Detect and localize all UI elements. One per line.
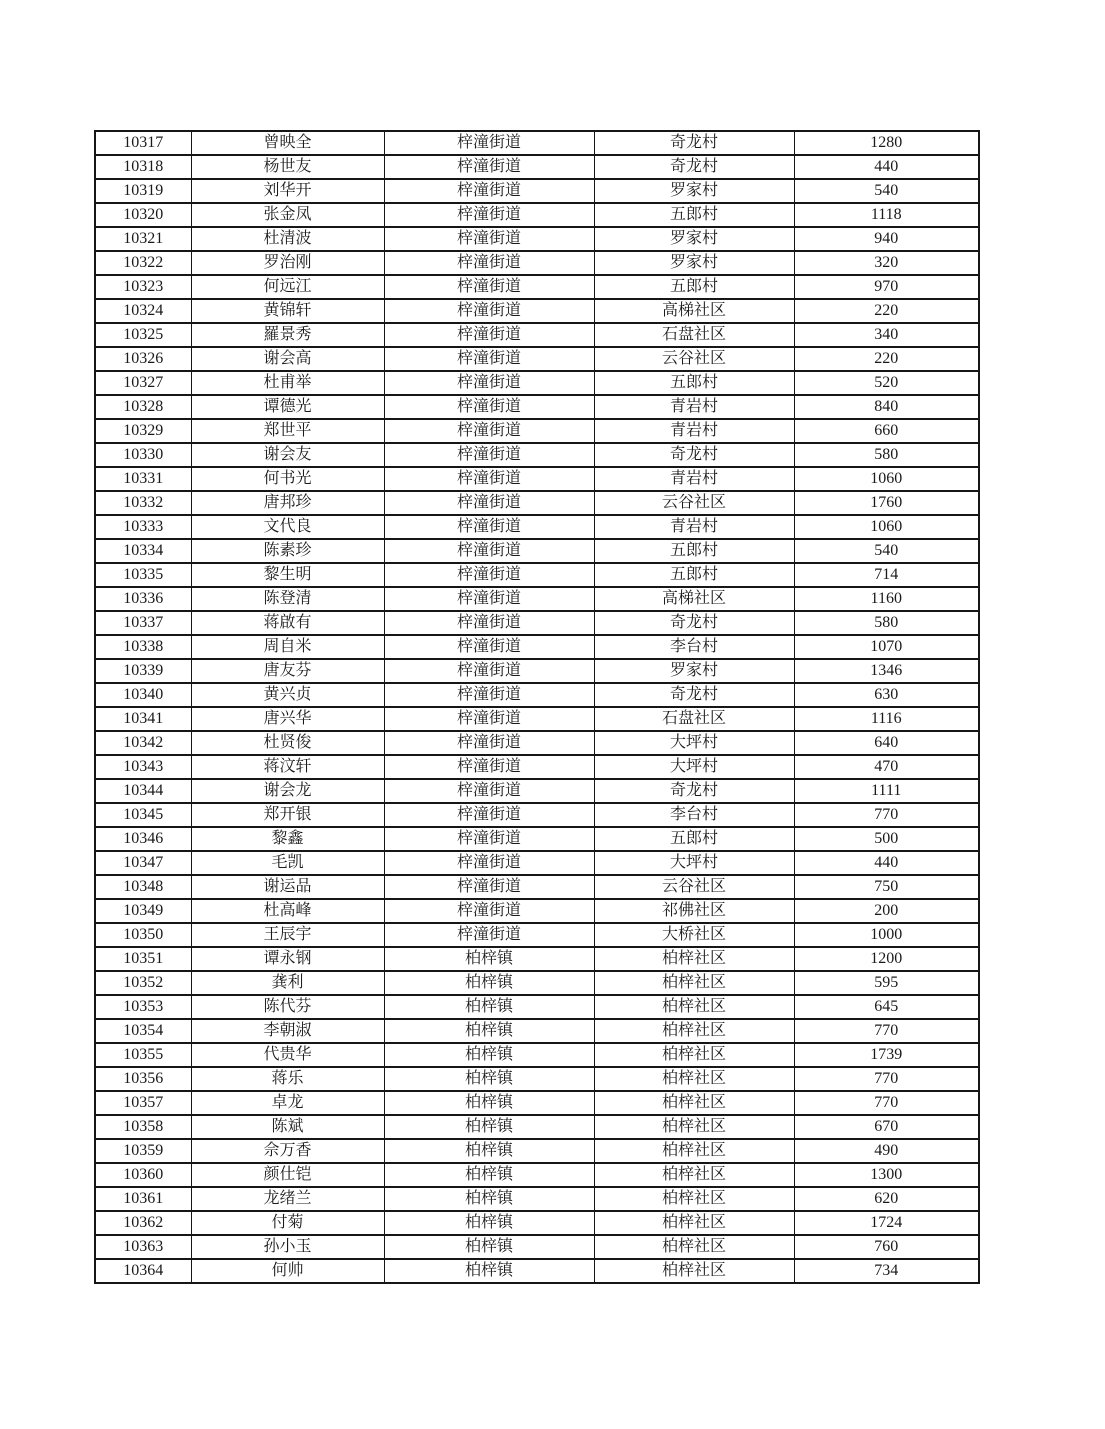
cell-amount: 670 — [794, 1115, 979, 1139]
cell-name: 陈素珍 — [191, 539, 384, 563]
table-row — [95, 1211, 979, 1235]
cell-name: 杜高峰 — [191, 899, 384, 923]
table-row — [95, 419, 979, 443]
cell-town: 梓潼街道 — [384, 587, 594, 611]
cell-id: 10354 — [95, 1019, 191, 1043]
cell-town: 柏梓镇 — [384, 1091, 594, 1115]
cell-village: 柏梓社区 — [594, 1139, 794, 1163]
cell-name: 龚利 — [191, 971, 384, 995]
cell-town: 梓潼街道 — [384, 755, 594, 779]
cell-amount: 1346 — [794, 659, 979, 683]
cell-village: 柏梓社区 — [594, 1163, 794, 1187]
table-row — [95, 251, 979, 275]
cell-name: 何书光 — [191, 467, 384, 491]
cell-village: 柏梓社区 — [594, 1091, 794, 1115]
cell-name: 蒋乐 — [191, 1067, 384, 1091]
cell-town: 梓潼街道 — [384, 179, 594, 203]
cell-village: 柏梓社区 — [594, 1187, 794, 1211]
cell-id: 10344 — [95, 779, 191, 803]
cell-id: 10342 — [95, 731, 191, 755]
cell-amount: 750 — [794, 875, 979, 899]
table-row — [95, 1187, 979, 1211]
cell-id: 10340 — [95, 683, 191, 707]
cell-village: 云谷社区 — [594, 875, 794, 899]
cell-village: 五郎村 — [594, 275, 794, 299]
cell-town: 柏梓镇 — [384, 1115, 594, 1139]
cell-town: 梓潼街道 — [384, 371, 594, 395]
cell-name: 何远江 — [191, 275, 384, 299]
cell-name: 谭德光 — [191, 395, 384, 419]
cell-id: 10352 — [95, 971, 191, 995]
cell-village: 李台村 — [594, 803, 794, 827]
cell-id: 10328 — [95, 395, 191, 419]
cell-id: 10356 — [95, 1067, 191, 1091]
table-row — [95, 491, 979, 515]
cell-village: 大坪村 — [594, 851, 794, 875]
table-row — [95, 443, 979, 467]
cell-village: 柏梓社区 — [594, 947, 794, 971]
cell-amount: 1111 — [794, 779, 979, 803]
cell-id: 10350 — [95, 923, 191, 947]
table-row — [95, 395, 979, 419]
table-row — [95, 1019, 979, 1043]
cell-village: 柏梓社区 — [594, 1115, 794, 1139]
cell-village: 青岩村 — [594, 395, 794, 419]
cell-town: 梓潼街道 — [384, 227, 594, 251]
cell-amount: 1060 — [794, 515, 979, 539]
table-row — [95, 323, 979, 347]
cell-town: 梓潼街道 — [384, 299, 594, 323]
table-row — [95, 755, 979, 779]
cell-amount: 1739 — [794, 1043, 979, 1067]
cell-amount: 734 — [794, 1259, 979, 1283]
cell-village: 五郎村 — [594, 539, 794, 563]
cell-name: 杜贤俊 — [191, 731, 384, 755]
cell-town: 梓潼街道 — [384, 395, 594, 419]
cell-village: 柏梓社区 — [594, 971, 794, 995]
cell-village: 柏梓社区 — [594, 1067, 794, 1091]
cell-amount: 200 — [794, 899, 979, 923]
cell-name: 代贵华 — [191, 1043, 384, 1067]
cell-name: 谭永钢 — [191, 947, 384, 971]
table-row — [95, 731, 979, 755]
cell-town: 梓潼街道 — [384, 539, 594, 563]
cell-id: 10359 — [95, 1139, 191, 1163]
table-row — [95, 995, 979, 1019]
cell-amount: 1300 — [794, 1163, 979, 1187]
cell-name: 黄锦轩 — [191, 299, 384, 323]
cell-amount: 630 — [794, 683, 979, 707]
cell-id: 10355 — [95, 1043, 191, 1067]
cell-amount: 970 — [794, 275, 979, 299]
cell-amount: 490 — [794, 1139, 979, 1163]
cell-id: 10319 — [95, 179, 191, 203]
cell-amount: 580 — [794, 611, 979, 635]
table-row — [95, 899, 979, 923]
cell-village: 青岩村 — [594, 515, 794, 539]
cell-name: 杨世友 — [191, 155, 384, 179]
cell-town: 梓潼街道 — [384, 635, 594, 659]
cell-village: 奇龙村 — [594, 779, 794, 803]
cell-amount: 520 — [794, 371, 979, 395]
cell-amount: 440 — [794, 851, 979, 875]
cell-town: 柏梓镇 — [384, 947, 594, 971]
cell-amount: 1060 — [794, 467, 979, 491]
cell-id: 10339 — [95, 659, 191, 683]
cell-name: 谢会龙 — [191, 779, 384, 803]
cell-name: 陈登清 — [191, 587, 384, 611]
cell-name: 颜仕铠 — [191, 1163, 384, 1187]
cell-village: 石盘社区 — [594, 707, 794, 731]
cell-village: 罗家村 — [594, 227, 794, 251]
cell-name: 文代良 — [191, 515, 384, 539]
cell-village: 奇龙村 — [594, 611, 794, 635]
cell-id: 10363 — [95, 1235, 191, 1259]
cell-amount: 1160 — [794, 587, 979, 611]
cell-name: 毛凯 — [191, 851, 384, 875]
table-row — [95, 1235, 979, 1259]
cell-village: 大桥社区 — [594, 923, 794, 947]
cell-amount: 620 — [794, 1187, 979, 1211]
cell-village: 云谷社区 — [594, 491, 794, 515]
cell-village: 石盘社区 — [594, 323, 794, 347]
cell-id: 10347 — [95, 851, 191, 875]
cell-village: 柏梓社区 — [594, 1211, 794, 1235]
cell-id: 10330 — [95, 443, 191, 467]
cell-id: 10324 — [95, 299, 191, 323]
cell-name: 卓龙 — [191, 1091, 384, 1115]
cell-id: 10364 — [95, 1259, 191, 1283]
cell-name: 李朝淑 — [191, 1019, 384, 1043]
cell-town: 梓潼街道 — [384, 491, 594, 515]
cell-town: 柏梓镇 — [384, 971, 594, 995]
cell-name: 羅景秀 — [191, 323, 384, 347]
table-row — [95, 563, 979, 587]
cell-village: 大坪村 — [594, 731, 794, 755]
cell-town: 柏梓镇 — [384, 1139, 594, 1163]
cell-town: 梓潼街道 — [384, 779, 594, 803]
table-row — [95, 971, 979, 995]
table-row — [95, 227, 979, 251]
cell-id: 10321 — [95, 227, 191, 251]
cell-village: 罗家村 — [594, 251, 794, 275]
cell-name: 唐友芬 — [191, 659, 384, 683]
cell-id: 10320 — [95, 203, 191, 227]
cell-town: 柏梓镇 — [384, 1235, 594, 1259]
cell-village: 青岩村 — [594, 467, 794, 491]
cell-name: 谢会高 — [191, 347, 384, 371]
cell-amount: 640 — [794, 731, 979, 755]
cell-town: 梓潼街道 — [384, 419, 594, 443]
table-row — [95, 875, 979, 899]
cell-id: 10326 — [95, 347, 191, 371]
cell-amount: 595 — [794, 971, 979, 995]
cell-name: 孙小玉 — [191, 1235, 384, 1259]
cell-town: 柏梓镇 — [384, 1187, 594, 1211]
cell-name: 付菊 — [191, 1211, 384, 1235]
cell-village: 奇龙村 — [594, 155, 794, 179]
table-row — [95, 779, 979, 803]
table-row — [95, 299, 979, 323]
table-row — [95, 1163, 979, 1187]
cell-town: 柏梓镇 — [384, 1259, 594, 1283]
cell-amount: 660 — [794, 419, 979, 443]
cell-town: 梓潼街道 — [384, 347, 594, 371]
cell-village: 云谷社区 — [594, 347, 794, 371]
table-row — [95, 1091, 979, 1115]
cell-amount: 1280 — [794, 131, 979, 155]
cell-village: 柏梓社区 — [594, 995, 794, 1019]
cell-amount: 770 — [794, 803, 979, 827]
table-row — [95, 203, 979, 227]
cell-id: 10335 — [95, 563, 191, 587]
cell-town: 柏梓镇 — [384, 1067, 594, 1091]
cell-town: 梓潼街道 — [384, 155, 594, 179]
cell-village: 柏梓社区 — [594, 1043, 794, 1067]
cell-village: 青岩村 — [594, 419, 794, 443]
cell-village: 奇龙村 — [594, 131, 794, 155]
table-row — [95, 347, 979, 371]
table-row — [95, 851, 979, 875]
cell-id: 10332 — [95, 491, 191, 515]
cell-amount: 645 — [794, 995, 979, 1019]
cell-village: 祁佛社区 — [594, 899, 794, 923]
cell-town: 梓潼街道 — [384, 827, 594, 851]
cell-town: 梓潼街道 — [384, 707, 594, 731]
cell-amount: 1724 — [794, 1211, 979, 1235]
cell-village: 罗家村 — [594, 659, 794, 683]
cell-amount: 1760 — [794, 491, 979, 515]
table-row — [95, 539, 979, 563]
cell-amount: 840 — [794, 395, 979, 419]
cell-name: 周自米 — [191, 635, 384, 659]
cell-town: 梓潼街道 — [384, 443, 594, 467]
cell-village: 柏梓社区 — [594, 1019, 794, 1043]
cell-name: 曾映全 — [191, 131, 384, 155]
cell-id: 10327 — [95, 371, 191, 395]
cell-town: 柏梓镇 — [384, 1211, 594, 1235]
cell-name: 龙绪兰 — [191, 1187, 384, 1211]
table-row — [95, 515, 979, 539]
cell-id: 10336 — [95, 587, 191, 611]
cell-village: 奇龙村 — [594, 443, 794, 467]
cell-id: 10345 — [95, 803, 191, 827]
table-row — [95, 947, 979, 971]
cell-amount: 500 — [794, 827, 979, 851]
table-row — [95, 131, 979, 155]
table-row — [95, 923, 979, 947]
cell-amount: 770 — [794, 1067, 979, 1091]
cell-village: 五郎村 — [594, 827, 794, 851]
cell-village: 李台村 — [594, 635, 794, 659]
cell-id: 10331 — [95, 467, 191, 491]
cell-name: 蒋啟有 — [191, 611, 384, 635]
cell-town: 梓潼街道 — [384, 467, 594, 491]
cell-name: 刘华开 — [191, 179, 384, 203]
cell-name: 陈代芬 — [191, 995, 384, 1019]
cell-town: 梓潼街道 — [384, 731, 594, 755]
cell-town: 梓潼街道 — [384, 563, 594, 587]
cell-amount: 1116 — [794, 707, 979, 731]
table-row — [95, 155, 979, 179]
cell-id: 10323 — [95, 275, 191, 299]
cell-town: 柏梓镇 — [384, 995, 594, 1019]
cell-amount: 1000 — [794, 923, 979, 947]
cell-name: 谢会友 — [191, 443, 384, 467]
cell-amount: 470 — [794, 755, 979, 779]
cell-town: 梓潼街道 — [384, 275, 594, 299]
cell-town: 梓潼街道 — [384, 251, 594, 275]
table-row — [95, 1139, 979, 1163]
cell-village: 五郎村 — [594, 563, 794, 587]
table-row — [95, 803, 979, 827]
cell-town: 梓潼街道 — [384, 899, 594, 923]
cell-town: 梓潼街道 — [384, 515, 594, 539]
cell-town: 柏梓镇 — [384, 1043, 594, 1067]
cell-village: 大坪村 — [594, 755, 794, 779]
cell-id: 10349 — [95, 899, 191, 923]
cell-town: 梓潼街道 — [384, 131, 594, 155]
cell-id: 10322 — [95, 251, 191, 275]
cell-village: 高梯社区 — [594, 587, 794, 611]
cell-name: 何帅 — [191, 1259, 384, 1283]
cell-name: 黄兴贞 — [191, 683, 384, 707]
cell-id: 10353 — [95, 995, 191, 1019]
cell-town: 梓潼街道 — [384, 875, 594, 899]
cell-id: 10341 — [95, 707, 191, 731]
cell-id: 10325 — [95, 323, 191, 347]
cell-town: 梓潼街道 — [384, 683, 594, 707]
cell-village: 五郎村 — [594, 203, 794, 227]
cell-name: 张金凤 — [191, 203, 384, 227]
cell-id: 10346 — [95, 827, 191, 851]
table-row — [95, 1043, 979, 1067]
table-row — [95, 1067, 979, 1091]
cell-name: 唐兴华 — [191, 707, 384, 731]
cell-village: 柏梓社区 — [594, 1259, 794, 1283]
cell-id: 10329 — [95, 419, 191, 443]
roster-table — [94, 130, 980, 1284]
cell-amount: 220 — [794, 299, 979, 323]
cell-amount: 440 — [794, 155, 979, 179]
cell-town: 梓潼街道 — [384, 611, 594, 635]
cell-id: 10360 — [95, 1163, 191, 1187]
cell-id: 10361 — [95, 1187, 191, 1211]
cell-amount: 1070 — [794, 635, 979, 659]
cell-town: 梓潼街道 — [384, 851, 594, 875]
cell-town: 柏梓镇 — [384, 1019, 594, 1043]
cell-amount: 770 — [794, 1091, 979, 1115]
cell-name: 陈斌 — [191, 1115, 384, 1139]
cell-id: 10348 — [95, 875, 191, 899]
cell-name: 黎鑫 — [191, 827, 384, 851]
table-row — [95, 1259, 979, 1283]
cell-village: 五郎村 — [594, 371, 794, 395]
cell-amount: 540 — [794, 179, 979, 203]
cell-id: 10318 — [95, 155, 191, 179]
cell-name: 王辰宇 — [191, 923, 384, 947]
cell-id: 10358 — [95, 1115, 191, 1139]
cell-town: 梓潼街道 — [384, 323, 594, 347]
table-row — [95, 467, 979, 491]
cell-amount: 714 — [794, 563, 979, 587]
table-row — [95, 659, 979, 683]
table-row — [95, 1115, 979, 1139]
cell-amount: 320 — [794, 251, 979, 275]
table-row — [95, 587, 979, 611]
cell-name: 唐邦珍 — [191, 491, 384, 515]
cell-village: 罗家村 — [594, 179, 794, 203]
cell-id: 10337 — [95, 611, 191, 635]
cell-amount: 340 — [794, 323, 979, 347]
cell-name: 杜甫举 — [191, 371, 384, 395]
cell-village: 高梯社区 — [594, 299, 794, 323]
cell-name: 蒋汶轩 — [191, 755, 384, 779]
cell-amount: 760 — [794, 1235, 979, 1259]
cell-amount: 1200 — [794, 947, 979, 971]
cell-id: 10334 — [95, 539, 191, 563]
table-row — [95, 179, 979, 203]
table-row — [95, 371, 979, 395]
cell-town: 梓潼街道 — [384, 203, 594, 227]
cell-town: 梓潼街道 — [384, 659, 594, 683]
table-row — [95, 635, 979, 659]
cell-amount: 220 — [794, 347, 979, 371]
cell-amount: 540 — [794, 539, 979, 563]
cell-name: 郑世平 — [191, 419, 384, 443]
cell-town: 梓潼街道 — [384, 803, 594, 827]
cell-amount: 770 — [794, 1019, 979, 1043]
cell-id: 10357 — [95, 1091, 191, 1115]
table-row — [95, 683, 979, 707]
cell-id: 10351 — [95, 947, 191, 971]
cell-village: 柏梓社区 — [594, 1235, 794, 1259]
cell-name: 谢运品 — [191, 875, 384, 899]
table-row — [95, 611, 979, 635]
roster-table-body — [95, 131, 979, 1283]
cell-town: 柏梓镇 — [384, 1163, 594, 1187]
cell-village: 奇龙村 — [594, 683, 794, 707]
cell-id: 10343 — [95, 755, 191, 779]
cell-id: 10362 — [95, 1211, 191, 1235]
cell-name: 郑开银 — [191, 803, 384, 827]
cell-amount: 580 — [794, 443, 979, 467]
table-row — [95, 275, 979, 299]
cell-name: 黎生明 — [191, 563, 384, 587]
table-row — [95, 707, 979, 731]
cell-name: 杜清波 — [191, 227, 384, 251]
cell-id: 10338 — [95, 635, 191, 659]
cell-town: 梓潼街道 — [384, 923, 594, 947]
cell-id: 10333 — [95, 515, 191, 539]
cell-amount: 1118 — [794, 203, 979, 227]
cell-id: 10317 — [95, 131, 191, 155]
table-row — [95, 827, 979, 851]
cell-name: 佘万香 — [191, 1139, 384, 1163]
cell-name: 罗治刚 — [191, 251, 384, 275]
cell-amount: 940 — [794, 227, 979, 251]
